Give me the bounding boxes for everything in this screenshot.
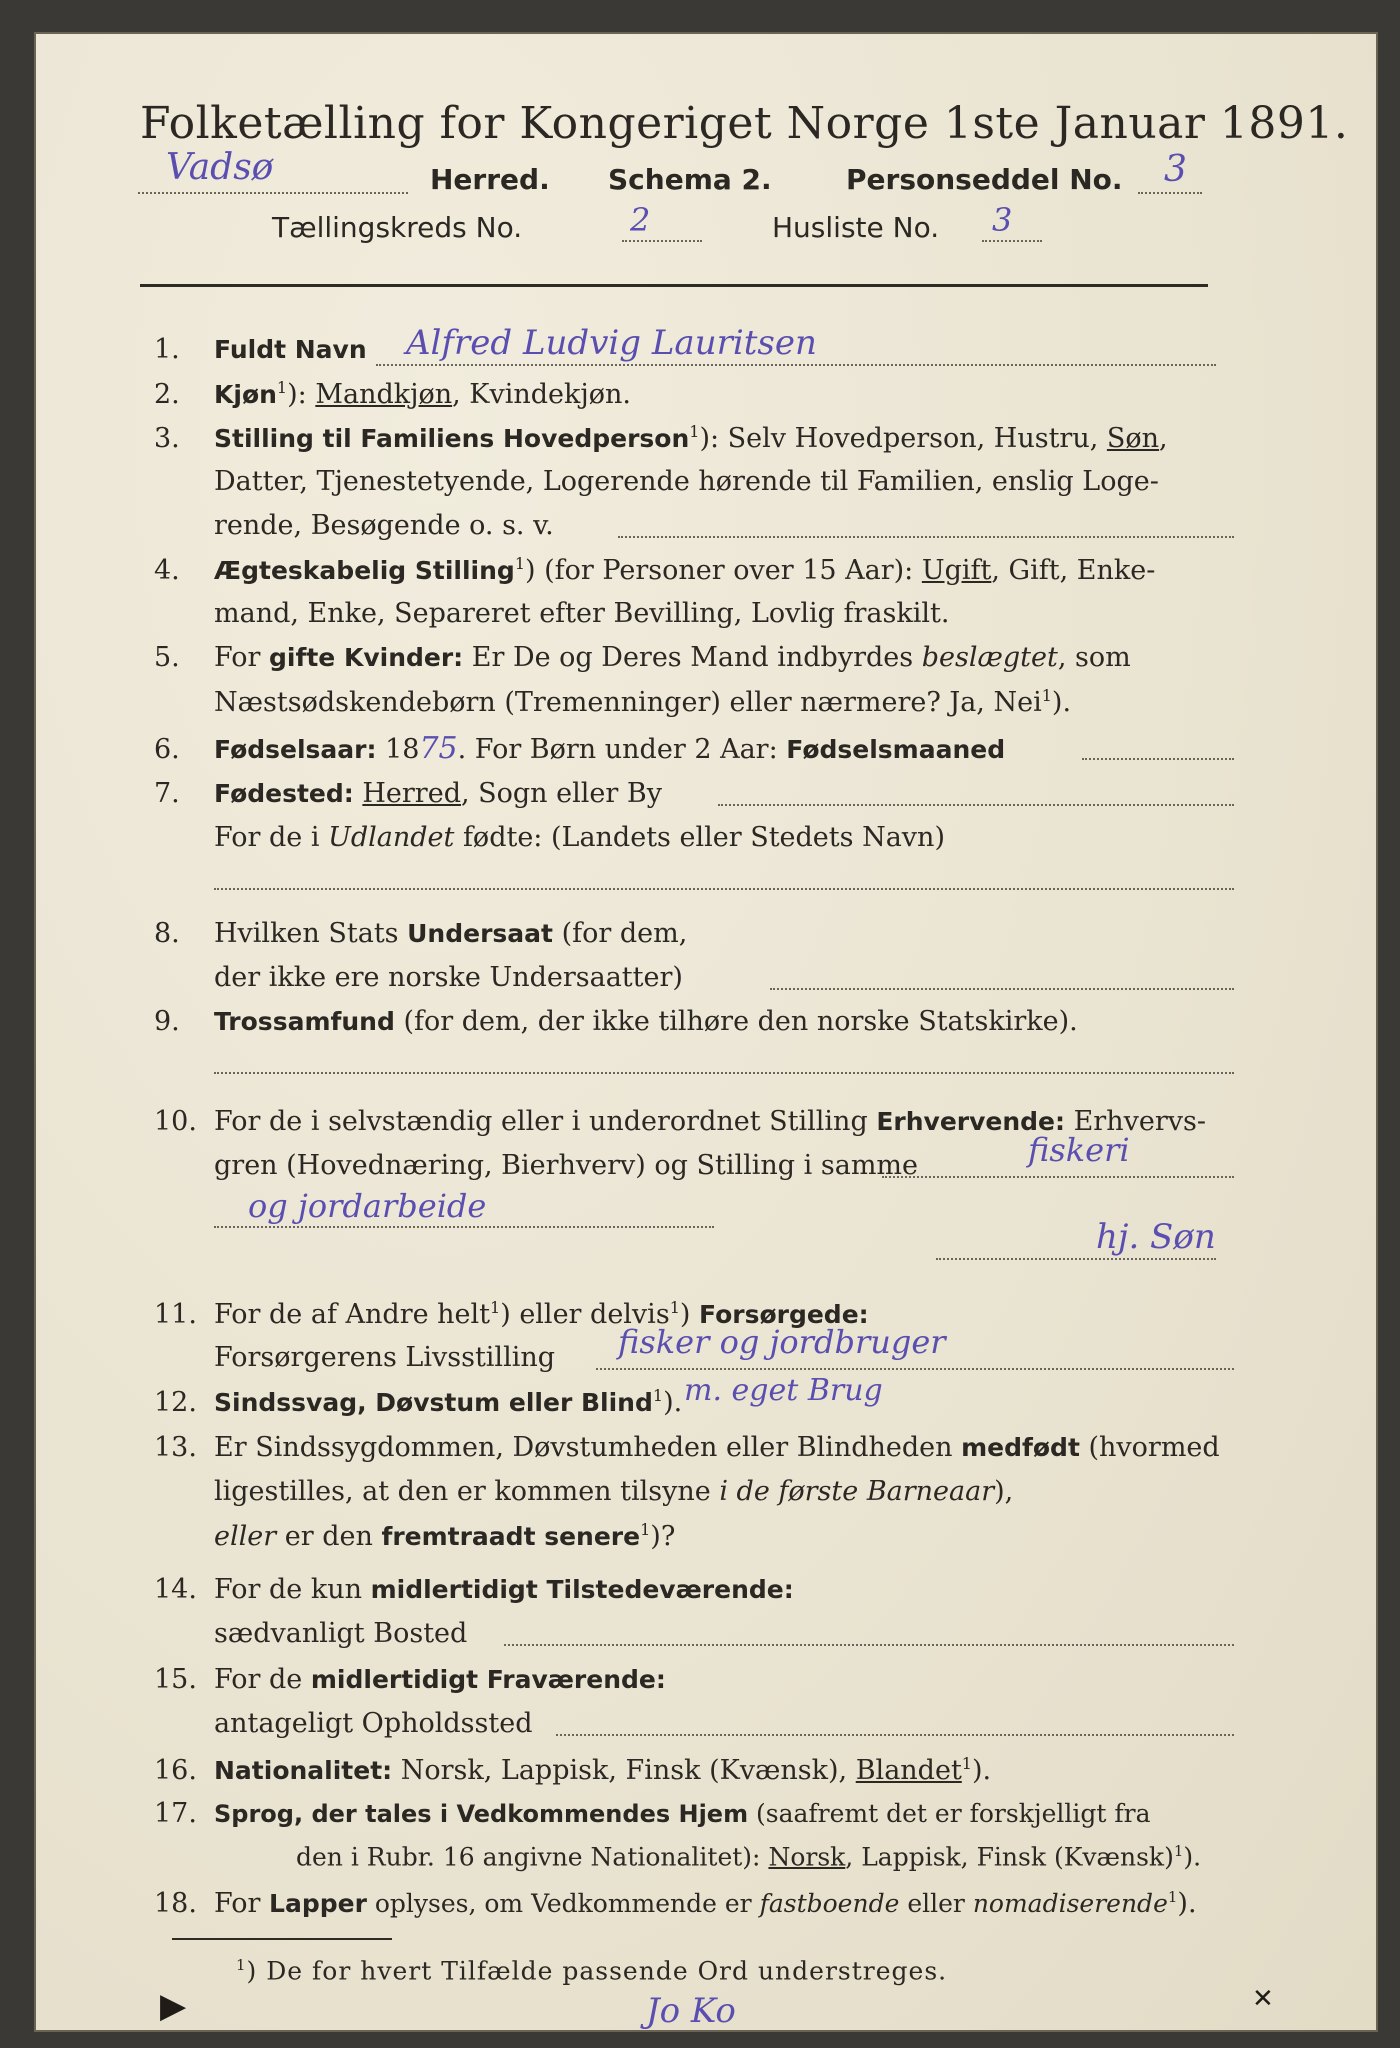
q3-line3: rende, Besøgende o. s. v. xyxy=(214,510,554,541)
q5-row: 5. For gifte Kvinder: Er De og Deres Mand indbyrdes beslægtet, som xyxy=(154,642,1131,673)
q14-row: 14. For de kun midlertidigt Tilstedeværende: xyxy=(154,1574,794,1605)
q3-line2: Datter, Tjenestetyende, Logerende hørende til Familien, enslig Loge- xyxy=(214,466,1159,497)
q16-option-blandet: Blandet xyxy=(855,1755,962,1786)
q17-number: 17. xyxy=(154,1798,197,1829)
q18-label: Lapper xyxy=(269,1889,367,1918)
q8-number: 8. xyxy=(154,918,180,949)
herred-label: Herred. xyxy=(430,163,550,196)
q15-number: 15. xyxy=(154,1664,197,1695)
q10-line2: gren (Hovednæring, Bierhverv) og Stilling i samme xyxy=(214,1150,919,1181)
q3-row: 3. Stilling til Familiens Hovedperson$^1$): Selv Hovedperson, Hustru, Søn, xyxy=(154,422,1168,454)
q7-row: 7. Fødested: Herred, Sogn eller By xyxy=(154,778,662,809)
q14-line2: sædvanligt Bosted xyxy=(214,1618,468,1649)
q16-label: Nationalitet: xyxy=(214,1756,393,1785)
q3-option-son: Søn xyxy=(1106,423,1160,454)
q6-label2: Fødselsmaaned xyxy=(786,735,1006,764)
q3-number: 3. xyxy=(154,423,180,454)
q5-label: gifte Kvinder: xyxy=(269,643,464,672)
ink-mark-left: ▶ xyxy=(160,1986,187,2026)
husliste-value: 3 xyxy=(992,201,1013,239)
q4-row: 4. Ægteskabelig Stilling$^1$) (for Personer over 15 Aar): Ugift, Gift, Enke- xyxy=(154,554,1156,586)
personseddel-label: Personseddel No. xyxy=(846,163,1123,196)
q12-label: Sindssvag, Døvstum eller Blind xyxy=(214,1388,653,1417)
q8-label: Undersaat xyxy=(407,919,553,948)
form-title: Folketælling for Kongeriget Norge 1ste Januar 1891. xyxy=(140,98,1349,149)
q10-row: 10. For de i selvstændig eller i underordnet Stilling Erhvervende: Erhvervs- xyxy=(154,1106,1206,1137)
header-rule xyxy=(140,284,1208,287)
q6-value: 75 xyxy=(419,731,458,766)
q13-label: medfødt xyxy=(961,1433,1080,1462)
q8-row: 8. Hvilken Stats Undersaat (for dem, xyxy=(154,918,688,949)
q6-row: 6. Fødselsaar: 1875. For Børn under 2 Aar: Fødselsmaaned xyxy=(154,731,1006,766)
q16-row: 16. Nationalitet: Norsk, Lappisk, Finsk (Kvænsk), Blandet$^1$). xyxy=(154,1754,992,1786)
q1-label: Fuldt Navn xyxy=(214,335,367,364)
q17-label: Sprog, der tales i Vedkommendes Hjem xyxy=(214,1800,749,1828)
q17-row: 17. Sprog, der tales i Vedkommendes Hjem (saafremt det er forskjelligt fra xyxy=(154,1798,1151,1829)
kreds-value: 2 xyxy=(630,201,651,239)
q17-option-norsk: Norsk xyxy=(768,1842,846,1872)
q2-label: Kjøn xyxy=(214,380,277,409)
q11-line2: Forsørgerens Livsstilling xyxy=(214,1342,556,1373)
q7-label: Fødested: xyxy=(214,779,354,808)
census-sheet xyxy=(36,34,1376,2030)
q12-row: 12. Sindssvag, Døvstum eller Blind$^1$). xyxy=(154,1386,683,1418)
q5-number: 5. xyxy=(154,642,180,673)
q2-number: 2. xyxy=(154,379,180,410)
q14-label: midlertidigt Tilstedeværende: xyxy=(370,1575,794,1604)
q13-line2: ligestilles, at den er kommen tilsyne i de første Barneaar), xyxy=(214,1476,1014,1507)
q9-row: 9. Trossamfund (for dem, der ikke tilhøre den norske Statskirke). xyxy=(154,1006,1078,1037)
q11-number: 11. xyxy=(154,1299,197,1330)
q12-value: m. eget Brug xyxy=(684,1373,883,1408)
q6-number: 6. xyxy=(154,734,180,765)
q9-number: 9. xyxy=(154,1006,180,1037)
q13-number: 13. xyxy=(154,1432,197,1463)
q10-value2: og jordarbeide xyxy=(248,1187,487,1225)
q10-value1: fiskeri xyxy=(1028,1131,1130,1169)
q7-number: 7. xyxy=(154,778,180,809)
q1-number: 1. xyxy=(154,334,180,365)
q6-label: Fødselsaar: xyxy=(214,735,377,764)
personseddel-value: 3 xyxy=(1164,149,1187,190)
q13-line3: eller er den fremtraadt senere$^1$)? xyxy=(214,1520,676,1552)
q12-number: 12. xyxy=(154,1387,197,1418)
q11-label: Forsørgede: xyxy=(699,1300,869,1329)
q17-line2: den i Rubr. 16 angivne Nationalitet): Norsk, Lappisk, Finsk (Kvænsk)$^1$). xyxy=(296,1842,1202,1872)
q15-line2: antageligt Opholdssted xyxy=(214,1708,533,1739)
q4-line2: mand, Enke, Separeret efter Bevilling, Lovlig fraskilt. xyxy=(214,598,950,629)
q15-label: midlertidigt Fraværende: xyxy=(310,1665,666,1694)
schema-label: Schema 2. xyxy=(608,163,772,196)
q7-option-herred: Herred xyxy=(362,778,461,809)
q8-line2: der ikke ere norske Undersaatter) xyxy=(214,962,683,993)
q2-row: 2. Kjøn$^1$): Mandkjøn, Kvindekjøn. xyxy=(154,378,631,410)
q7-line2: For de i Udlandet fødte: (Landets eller Stedets Navn) xyxy=(214,822,945,853)
husliste-label: Husliste No. xyxy=(772,211,940,244)
footnote-rule xyxy=(172,1938,392,1940)
kreds-label: Tællingskreds No. xyxy=(272,211,523,244)
q5-line2: Næstsødskendebørn (Tremenninger) eller nærmere? Ja, Nei$^1$). xyxy=(214,686,1072,718)
q10-value3: hj. Søn xyxy=(1096,1217,1216,1257)
q10-label: Erhvervende: xyxy=(876,1107,1066,1136)
footnote: $^1$) De for hvert Tilfælde passende Ord understreges. xyxy=(236,1956,948,1986)
q2-option-mandkjon: Mandkjøn xyxy=(315,379,453,410)
q16-number: 16. xyxy=(154,1755,197,1786)
q4-option-ugift: Ugift xyxy=(921,555,992,586)
q18-row: 18. For Lapper oplyses, om Vedkommende er fastboende eller nomadiserende$^1$). xyxy=(154,1888,1197,1919)
q15-row: 15. For de midlertidigt Fraværende: xyxy=(154,1664,666,1695)
q11-row: 11. For de af Andre helt$^1$) eller delvis$^1$) Forsørgede: xyxy=(154,1298,869,1330)
q18-number: 18. xyxy=(154,1888,197,1919)
q14-number: 14. xyxy=(154,1574,197,1605)
q4-label: Ægteskabelig Stilling xyxy=(214,556,515,585)
q11-value: fisker og jordbruger xyxy=(618,1323,946,1361)
q3-label: Stilling til Familiens Hovedperson xyxy=(214,424,690,453)
q4-number: 4. xyxy=(154,555,180,586)
q10-number: 10. xyxy=(154,1106,197,1137)
q9-label: Trossamfund xyxy=(214,1007,395,1036)
herred-value: Vadsø xyxy=(166,147,274,188)
signature: Jo Ko xyxy=(646,1991,736,2031)
q1-value: Alfred Ludvig Lauritsen xyxy=(406,323,817,363)
q13-row: 13. Er Sindssygdommen, Døvstumheden eller Blindheden medfødt (hvormed xyxy=(154,1432,1220,1463)
ink-mark-right: ✕ xyxy=(1252,1984,1274,2014)
q1-row xyxy=(154,336,367,363)
